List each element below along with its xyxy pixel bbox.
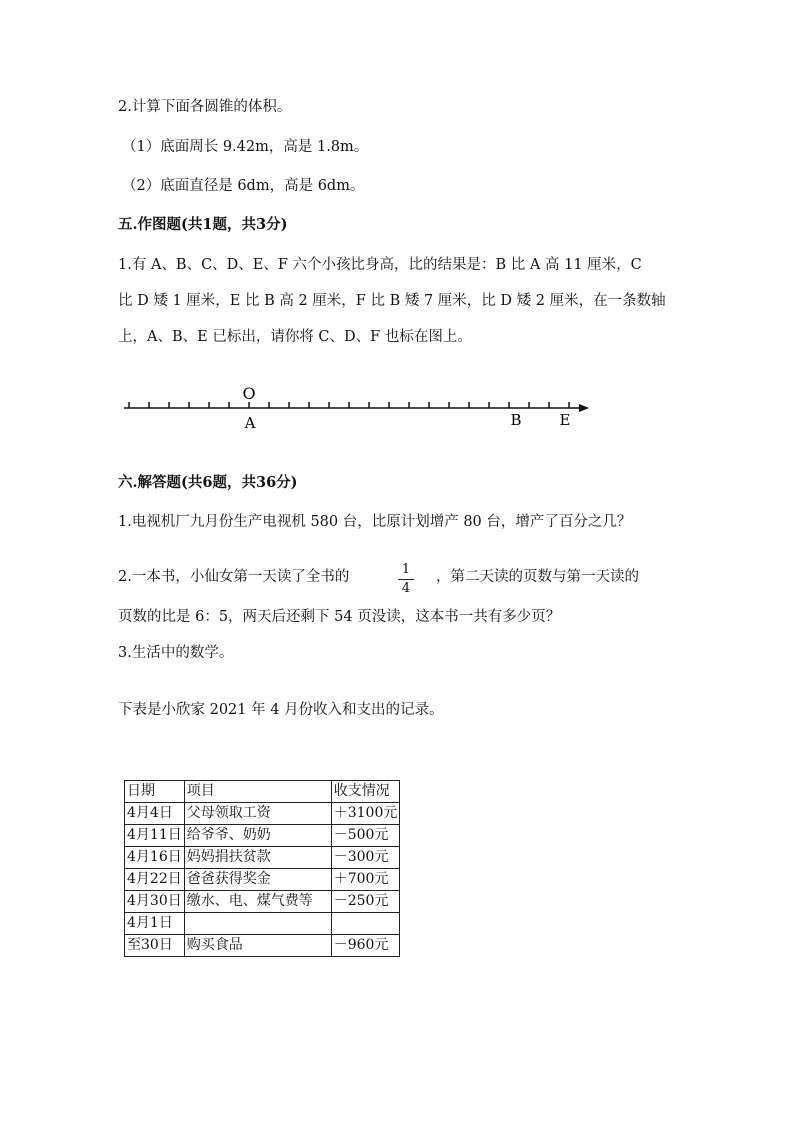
question-text: ，第二天读的页数与第一天读的 (436, 569, 639, 585)
table-row (125, 935, 400, 957)
table-cell: 父母领取工资 (184, 803, 331, 825)
question-text: 2.一本书，小仙女第一天读了全书的 (118, 569, 350, 585)
fraction-bar (398, 579, 414, 580)
table-row (125, 847, 400, 869)
table-cell: 4月30日 (125, 891, 185, 913)
fraction-denominator: 4 (401, 581, 411, 596)
income-expense-table (124, 780, 400, 957)
number-line-arrow (579, 404, 589, 412)
table-cell: 4月16日 (125, 847, 185, 869)
origin-label: O (242, 384, 256, 403)
table-cell: 4月11日 (125, 825, 185, 847)
table-row (125, 825, 400, 847)
fraction-numerator: 1 (401, 562, 411, 577)
sub-question: （1）底面周长 9.42m，高是 1.8m。 (122, 139, 369, 155)
table-cell: 4月1日 (125, 913, 185, 935)
table-cell: ＋700元 (331, 869, 400, 891)
question-text: 页数的比是 6：5，两天后还剩下 54 页没读，这本书一共有多少页？ (118, 609, 561, 625)
number-line (110, 378, 600, 434)
sub-question: （2）底面直径是 6dm，高是 6dm。 (122, 178, 365, 194)
section-heading: 五.作图题(共1题，共3分) (118, 216, 288, 233)
table-cell: 给爷爷、奶奶 (184, 825, 331, 847)
section-heading: 六.解答题(共6题，共36分) (118, 474, 298, 491)
question-text: 下表是小欣家 2021 年 4 月份收入和支出的记录。 (118, 702, 444, 718)
table-cell: －250元 (331, 891, 400, 913)
table-row (125, 803, 400, 825)
table-header-cell: 收支情况 (331, 781, 400, 803)
point-label-a: A (244, 414, 256, 432)
table-cell: 购买食品 (184, 935, 331, 957)
table-header-cell: 项目 (184, 781, 331, 803)
table-cell: 4月22日 (125, 869, 185, 891)
question-text: 上，A、B、E 已标出，请你将 C、D、F 也标在图上。 (118, 329, 472, 345)
question-text: 比 D 矮 1 厘米，E 比 B 高 2 厘米，F 比 B 矮 7 厘米，比 D 矮 2 厘米，在一条数轴 (118, 293, 666, 309)
table-row (125, 913, 400, 935)
question-title: 2.计算下面各圆锥的体积。 (118, 99, 292, 115)
table-row (125, 869, 400, 891)
question-text: 1.电视机厂九月份生产电视机 580 台，比原计划增产 80 台，增产了百分之几？ (118, 514, 632, 530)
question-title: 3.生活中的数学。 (118, 645, 234, 661)
table-header-cell: 日期 (125, 781, 185, 803)
table-cell (331, 913, 400, 935)
point-label-b: B (510, 411, 522, 429)
table-header-row (125, 781, 400, 803)
table-cell: 缴水、电、煤气费等 (184, 891, 331, 913)
table-cell (184, 913, 331, 935)
table-cell: ＋3100元 (331, 803, 400, 825)
table-cell: －500元 (331, 825, 400, 847)
point-label-e: E (559, 411, 571, 429)
number-line-ticks (129, 402, 569, 408)
question-text: 1.有 A、B、C、D、E、F 六个小孩比身高，比的结果是：B 比 A 高 11 厘米，C (118, 257, 642, 273)
table-row (125, 891, 400, 913)
table-cell: 至30日 (125, 935, 185, 957)
table-cell: 爸爸获得奖金 (184, 869, 331, 891)
table-cell: 妈妈捐扶贫款 (184, 847, 331, 869)
table-cell: －960元 (331, 935, 400, 957)
table-cell: 4月4日 (125, 803, 185, 825)
table-cell: －300元 (331, 847, 400, 869)
